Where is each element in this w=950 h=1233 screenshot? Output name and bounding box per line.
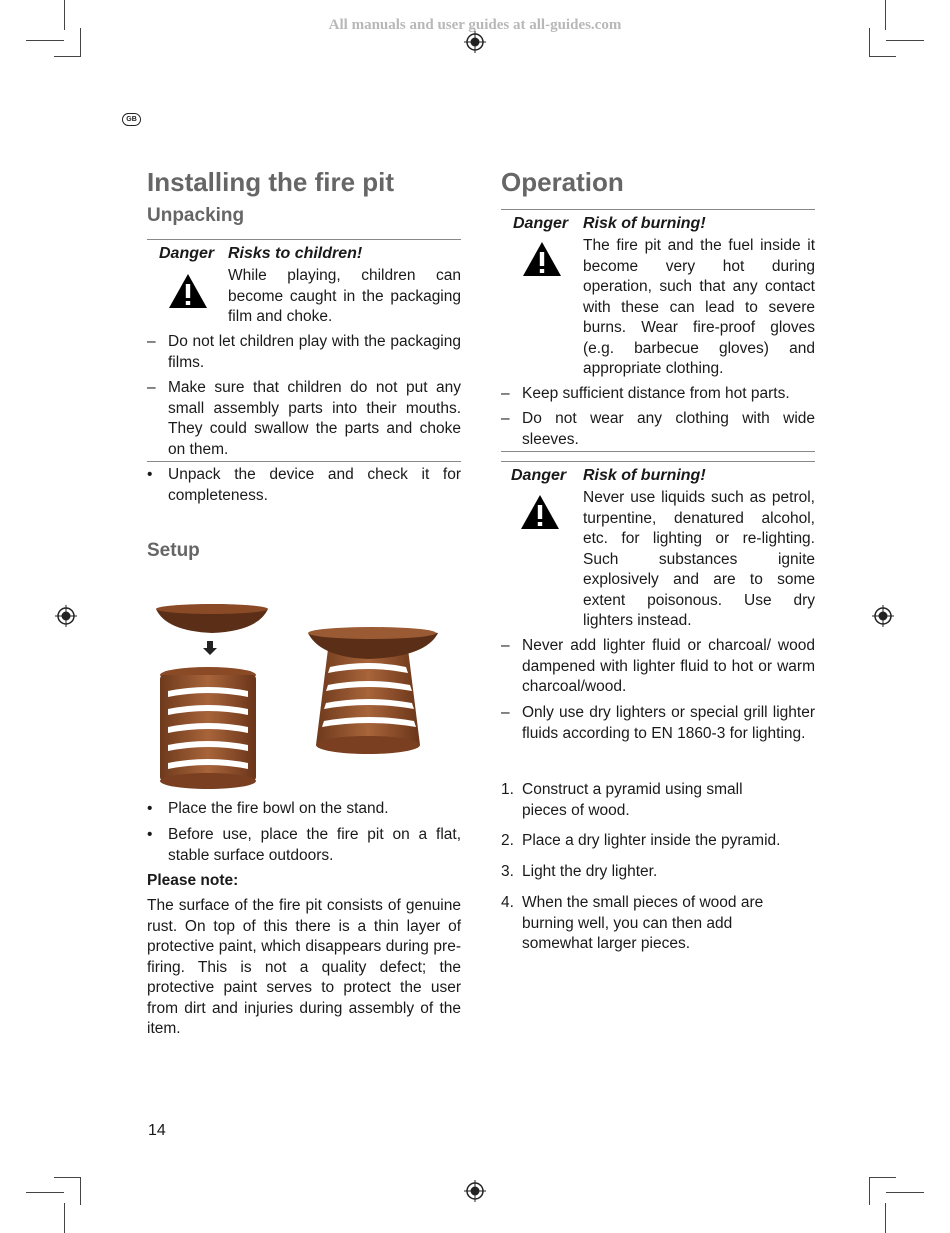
danger-text: Never use liquids such as petrol, turpentine, denatured alcohol, etc. for lighting or re-lighting. Such substances ignite explosively and are to some extent poisonous. Use dry lighters instead. <box>583 489 815 629</box>
registration-mark-icon <box>872 605 894 627</box>
dash-marker: – <box>501 637 510 654</box>
step-number: 1. <box>501 781 514 798</box>
warning-triangle-icon <box>520 494 560 530</box>
danger-title: Risk of burning! <box>583 215 706 232</box>
step-text: Construct a pyramid using small pieces of wood. <box>522 781 743 819</box>
danger-label: Danger <box>511 467 567 484</box>
registration-mark-icon <box>464 1180 486 1202</box>
dash-marker: – <box>501 385 510 402</box>
danger-label: Danger <box>513 215 569 232</box>
page-title: Installing the fire pit <box>147 167 395 197</box>
list-item: Unpack the device and check it for completeness. <box>168 466 461 504</box>
dash-marker: – <box>501 704 510 721</box>
setup-heading: Setup <box>147 540 200 561</box>
step-number: 4. <box>501 894 514 911</box>
danger-title: Risk of burning! <box>583 467 706 484</box>
divider <box>147 239 461 240</box>
registration-mark-icon <box>55 605 77 627</box>
divider <box>501 461 815 462</box>
registration-mark-icon <box>464 31 486 53</box>
danger-title: Risks to children! <box>228 245 363 262</box>
list-item: Only use dry lighters or special grill lighter fluids according to EN 1860-3 for lighting. <box>522 704 815 742</box>
step-number: 3. <box>501 863 514 880</box>
fire-pit-illustration <box>150 595 445 790</box>
dash-marker: – <box>147 379 156 396</box>
danger-label: Danger <box>159 245 215 262</box>
page-number: 14 <box>148 1122 166 1139</box>
step-text: Light the dry lighter. <box>522 863 658 880</box>
step-number: 2. <box>501 832 514 849</box>
list-item: Place the fire bowl on the stand. <box>168 800 389 817</box>
warning-triangle-icon <box>522 241 562 277</box>
step-text: When the small pieces of wood are burning well, you can then add somewhat larger pieces. <box>522 894 764 952</box>
divider <box>501 209 815 210</box>
bullet-marker: • <box>147 466 153 483</box>
divider <box>501 451 815 452</box>
note-heading: Please note: <box>147 872 239 889</box>
list-item: Make sure that children do not put any small assembly parts into their mouths. They could swallow the parts and choke on them. <box>168 379 461 458</box>
list-item: Do not wear any clothing with wide sleeves. <box>522 410 815 448</box>
dash-marker: – <box>501 410 510 427</box>
list-item: Keep sufficient distance from hot parts. <box>522 385 790 402</box>
language-badge: GB <box>122 113 141 126</box>
list-item: Do not let children play with the packaging films. <box>168 333 461 371</box>
warning-triangle-icon <box>168 273 208 309</box>
operation-heading: Operation <box>501 167 624 197</box>
step-text: Place a dry lighter inside the pyramid. <box>522 832 781 849</box>
bullet-marker: • <box>147 800 153 817</box>
danger-text: The fire pit and the fuel inside it become very hot during operation, such that any contact with these can lead to severe burns. Wear fire-proof gloves (e.g. barbecue gloves) and appropriate clothing. <box>583 237 815 377</box>
note-text: The surface of the fire pit consists of genuine rust. On top of this there is a thin layer of protective paint, which disappears during pre-firing. This is not a quality defect; the protective paint serves to protect the user from dirt and injuries during assembly of the item. <box>147 897 461 1037</box>
bullet-marker: • <box>147 826 153 843</box>
danger-text: While playing, children can become caught in the packaging film and choke. <box>228 267 461 325</box>
dash-marker: – <box>147 333 156 350</box>
divider <box>147 461 461 462</box>
watermark: All manuals and user guides at all-guides.com <box>328 17 622 33</box>
unpacking-heading: Unpacking <box>147 205 245 226</box>
list-item: Never add lighter fluid or charcoal/ wood dampened with lighter fluid to hot or warm charcoal/wood. <box>522 637 815 695</box>
list-item: Before use, place the fire pit on a flat, stable surface outdoors. <box>168 826 461 864</box>
